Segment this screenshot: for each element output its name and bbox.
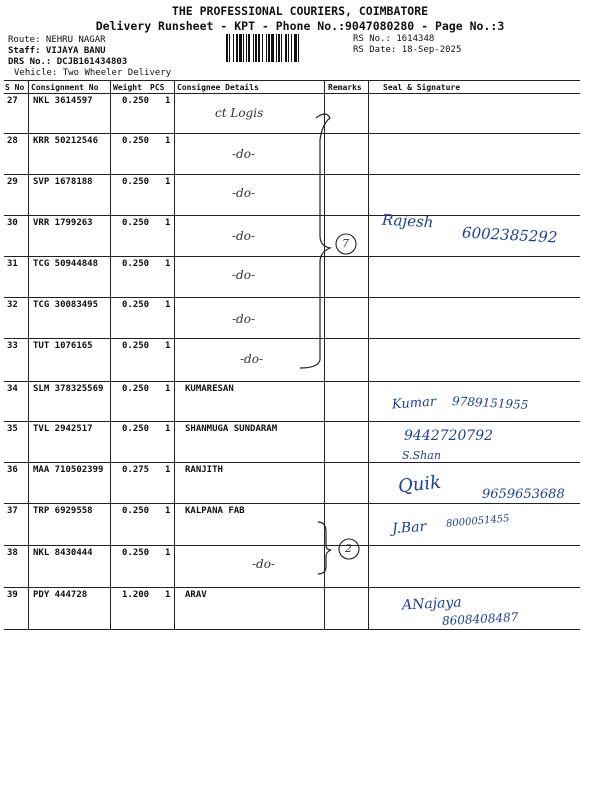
row-consignment-no: NKL 8430444 (33, 548, 93, 558)
row-sno: 37 (7, 506, 18, 516)
row-sno: 32 (7, 300, 18, 310)
col-head-seal: Seal & Signature (383, 83, 461, 92)
col-divider (110, 80, 111, 630)
row-weight: 0.250 (122, 300, 150, 310)
row-consignment-no: MAA 710502399 (33, 465, 104, 475)
row-consignment-no: KRR 50212546 (33, 136, 99, 146)
runsheet-subtitle: Delivery Runsheet - KPT - Phone No.:9047080280 - Page No.:3 (95, 19, 505, 33)
handwritten-consignee-ct-logis: ct Logis (215, 106, 264, 120)
col-head-consignment: Consignment No (31, 83, 99, 92)
signature-kalpana: J.Bar (391, 518, 427, 538)
row-pcs: 1 (165, 590, 171, 600)
phone-kumar: 9789151955 (451, 394, 529, 412)
row-pcs: 1 (165, 177, 171, 187)
col-divider (368, 80, 369, 630)
route-label: Route: NEHRU NAGAR (8, 35, 106, 45)
company-title: THE PROFESSIONAL COURIERS, COIMBATORE (171, 4, 429, 18)
row-weight: 0.250 (122, 506, 150, 516)
vehicle-label: Vehicle: Two Wheeler Delivery (14, 68, 172, 78)
col-head-weight: Weight (113, 83, 142, 92)
phone-shanmuga: 9442720792 (404, 428, 494, 444)
drs-label: DRS No.: DCJB161434803 (8, 57, 128, 67)
col-divider (324, 80, 325, 630)
row-consignment-no: VRR 1799263 (33, 218, 93, 228)
row-divider (4, 421, 580, 422)
phone-rajesh: 6002385292 (461, 223, 558, 247)
row-pcs: 1 (165, 548, 171, 558)
row-sno: 38 (7, 548, 18, 558)
row-divider (4, 545, 580, 546)
row-consignee: SHANMUGA SUNDARAM (185, 424, 278, 434)
row-weight: 0.250 (122, 384, 150, 394)
row-sno: 33 (7, 341, 18, 351)
signature-arav: ANajaya (401, 594, 463, 614)
row-consignment-no: SVP 1678188 (33, 177, 93, 187)
handwritten-count-2: 2 (345, 542, 352, 555)
rs-number: RS No.: 1614348 (353, 34, 435, 44)
row-weight: 0.250 (122, 96, 150, 106)
row-consignment-no: TRP 6929558 (33, 506, 93, 516)
row-pcs: 1 (165, 300, 171, 310)
col-divider (174, 80, 175, 630)
row-divider (4, 503, 580, 504)
row-consignment-no: TUT 1076165 (33, 341, 93, 351)
table-top-rule (4, 80, 580, 81)
staff-label: Staff: VIJAYA BANU (8, 46, 106, 56)
row-weight: 1.200 (122, 590, 150, 600)
signature-rajesh: Rajesh (381, 210, 434, 232)
row-consignee: RANJITH (185, 465, 223, 475)
col-head-pcs: PCS (150, 83, 165, 92)
barcode (226, 34, 348, 62)
row-pcs: 1 (165, 259, 171, 269)
row-weight: 0.250 (122, 424, 150, 434)
signature-kumar: Kumar (391, 394, 437, 413)
row-sno: 34 (7, 384, 18, 394)
row-sno: 29 (7, 177, 18, 187)
row-consignment-no: TCG 50944848 (33, 259, 99, 269)
row-divider (4, 174, 580, 175)
row-consignment-no: TVL 2942517 (33, 424, 93, 434)
signature-ranjith: Quik (397, 471, 442, 498)
handwritten-ditto: -do- (252, 557, 276, 571)
handwritten-ditto: -do- (240, 352, 264, 366)
row-divider (4, 215, 580, 216)
row-divider (4, 256, 580, 257)
row-pcs: 1 (165, 384, 171, 394)
handwritten-ditto: -do- (232, 147, 256, 161)
row-divider (4, 629, 580, 630)
handwritten-count-7: 7 (342, 237, 349, 250)
row-sno: 30 (7, 218, 18, 228)
row-weight: 0.250 (122, 259, 150, 269)
handwritten-ditto: -do- (232, 312, 256, 326)
row-pcs: 1 (165, 341, 171, 351)
handwritten-ditto: -do- (232, 186, 256, 200)
signature-shanmuga: S.Shan (402, 449, 441, 462)
row-divider (4, 297, 580, 298)
row-pcs: 1 (165, 424, 171, 434)
row-pcs: 1 (165, 218, 171, 228)
row-consignee: KALPANA FAB (185, 506, 245, 516)
rs-date: RS Date: 18-Sep-2025 (353, 45, 462, 55)
row-weight: 0.250 (122, 548, 150, 558)
row-divider (4, 133, 580, 134)
row-sno: 31 (7, 259, 18, 269)
row-sno: 35 (7, 424, 18, 434)
row-consignment-no: TCG 30083495 (33, 300, 99, 310)
row-pcs: 1 (165, 136, 171, 146)
col-head-sno: S No (5, 83, 25, 92)
phone-arav: 8608408487 (441, 610, 519, 628)
row-sno: 36 (7, 465, 18, 475)
row-divider (4, 381, 580, 382)
row-consignee: ARAV (185, 590, 207, 600)
row-sno: 39 (7, 590, 18, 600)
handwritten-ditto: -do- (232, 268, 256, 282)
row-weight: 0.250 (122, 136, 150, 146)
row-pcs: 1 (165, 465, 171, 475)
row-weight: 0.250 (122, 218, 150, 228)
phone-ranjith: 9659653688 (482, 487, 565, 502)
row-divider (4, 587, 580, 588)
row-weight: 0.250 (122, 341, 150, 351)
row-sno: 27 (7, 96, 18, 106)
phone-kalpana: 8000051455 (445, 513, 510, 530)
row-pcs: 1 (165, 506, 171, 516)
handwritten-ditto: -do- (232, 229, 256, 243)
row-divider (4, 338, 580, 339)
row-consignment-no: PDY 444728 (33, 590, 88, 600)
col-divider (28, 80, 29, 630)
col-head-remarks: Remarks (328, 83, 362, 92)
row-sno: 28 (7, 136, 18, 146)
row-consignment-no: SLM 378325569 (33, 384, 104, 394)
col-head-consignee: Consignee Details (177, 83, 259, 92)
table-header-rule (4, 93, 580, 94)
row-weight: 0.275 (122, 465, 150, 475)
row-consignee: KUMARESAN (185, 384, 234, 394)
row-consignment-no: NKL 3614597 (33, 96, 93, 106)
row-divider (4, 462, 580, 463)
row-pcs: 1 (165, 96, 171, 106)
row-weight: 0.250 (122, 177, 150, 187)
